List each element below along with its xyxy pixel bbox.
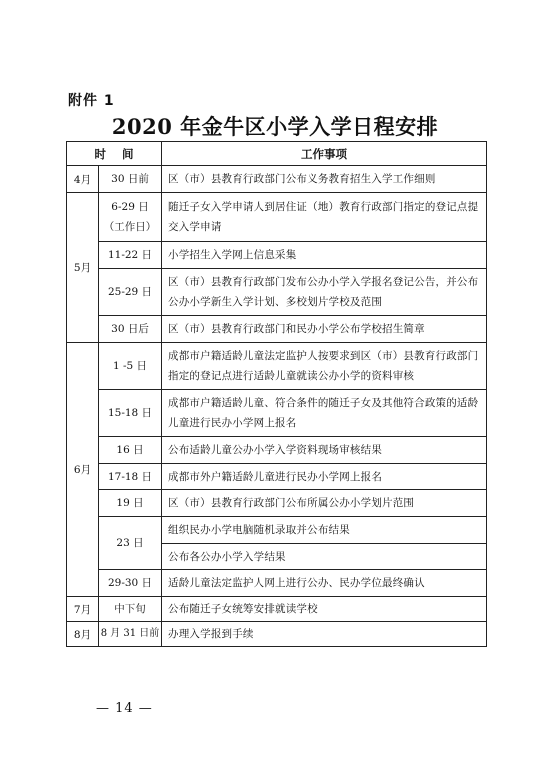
table-row [67, 269, 487, 316]
item-cell: 成都市外户籍适龄儿童进行民办小学网上报名 [162, 464, 487, 490]
item-cell: 成都市户籍适龄儿童法定监护人按要求到区（市）县教育行政部门指定的登记点进行适龄儿童就读公办小学的资料审核 [162, 343, 487, 390]
date-cell: 19 日 [99, 490, 162, 517]
attachment-label: 附件 1 [68, 93, 115, 109]
item-cell: 区（市）县教育行政部门公布所属公办小学划片范围 [162, 490, 487, 517]
date-cell [99, 193, 162, 242]
table-header-row [67, 142, 487, 166]
item-cell: 适龄儿童法定监护人网上进行公办、民办学位最终确认 [162, 570, 487, 597]
item-cell: 组织民办小学电脑随机录取并公布结果 [162, 517, 487, 544]
date-cell: 30 日后 [99, 316, 162, 343]
table-row [67, 316, 487, 343]
date-cell: 16 日 [99, 437, 162, 464]
month-cell: 6月 [67, 343, 99, 597]
table-row [67, 464, 487, 490]
table-row [67, 390, 487, 437]
month-cell: 8月 [67, 622, 99, 647]
table-row [67, 193, 487, 242]
date-cell: 30 日前 [99, 166, 162, 193]
table-row [67, 166, 487, 193]
date-cell: 25-29 日 [99, 269, 162, 316]
schedule-table [66, 141, 487, 647]
item-cell: 公布各公办小学入学结果 [162, 544, 487, 570]
date-text: 6-29 日 [111, 201, 149, 213]
date-note: （工作日） [103, 221, 157, 233]
table-row [67, 490, 487, 517]
item-cell: 小学招生入学网上信息采集 [162, 242, 487, 269]
item-cell: 随迁子女入学申请人到居住证（地）教育行政部门指定的登记点提交入学申请 [162, 193, 487, 242]
page-number: — 14 — [96, 701, 153, 716]
item-cell: 区（市）县教育行政部门发布公办小学入学报名登记公告，并公布公办小学新生入学计划、多校划片学校及范围 [162, 269, 487, 316]
date-cell: 17-18 日 [99, 464, 162, 490]
header-time: 时 间 [67, 142, 162, 166]
date-cell: 中下旬 [99, 597, 162, 622]
table-row [67, 343, 487, 390]
item-cell: 公布适龄儿童公办小学入学资料现场审核结果 [162, 437, 487, 464]
date-cell: 1 -5 日 [99, 343, 162, 390]
item-cell: 办理入学报到手续 [162, 622, 487, 647]
date-cell: 29-30 日 [99, 570, 162, 597]
date-cell: 23 日 [99, 517, 162, 570]
date-cell: 11-22 日 [99, 242, 162, 269]
month-cell: 4月 [67, 166, 99, 193]
table-row [67, 597, 487, 622]
item-cell: 公布随迁子女统筹安排就读学校 [162, 597, 487, 622]
document-title: 2020 年金牛区小学入学日程安排 [111, 114, 439, 139]
item-cell: 成都市户籍适龄儿童、符合条件的随迁子女及其他符合政策的适龄儿童进行民办小学网上报名 [162, 390, 487, 437]
date-cell: 15-18 日 [99, 390, 162, 437]
item-cell: 区（市）县教育行政部门和民办小学公布学校招生简章 [162, 316, 487, 343]
table-row [67, 517, 487, 544]
month-cell: 7月 [67, 597, 99, 622]
header-work: 工作事项 [162, 142, 487, 166]
item-cell: 区（市）县教育行政部门公布义务教育招生入学工作细则 [162, 166, 487, 193]
month-cell: 5月 [67, 193, 99, 343]
table-row [67, 242, 487, 269]
date-cell: 8 月 31 日前 [99, 622, 162, 647]
table-row [67, 437, 487, 464]
table-row [67, 570, 487, 597]
table-row [67, 622, 487, 647]
